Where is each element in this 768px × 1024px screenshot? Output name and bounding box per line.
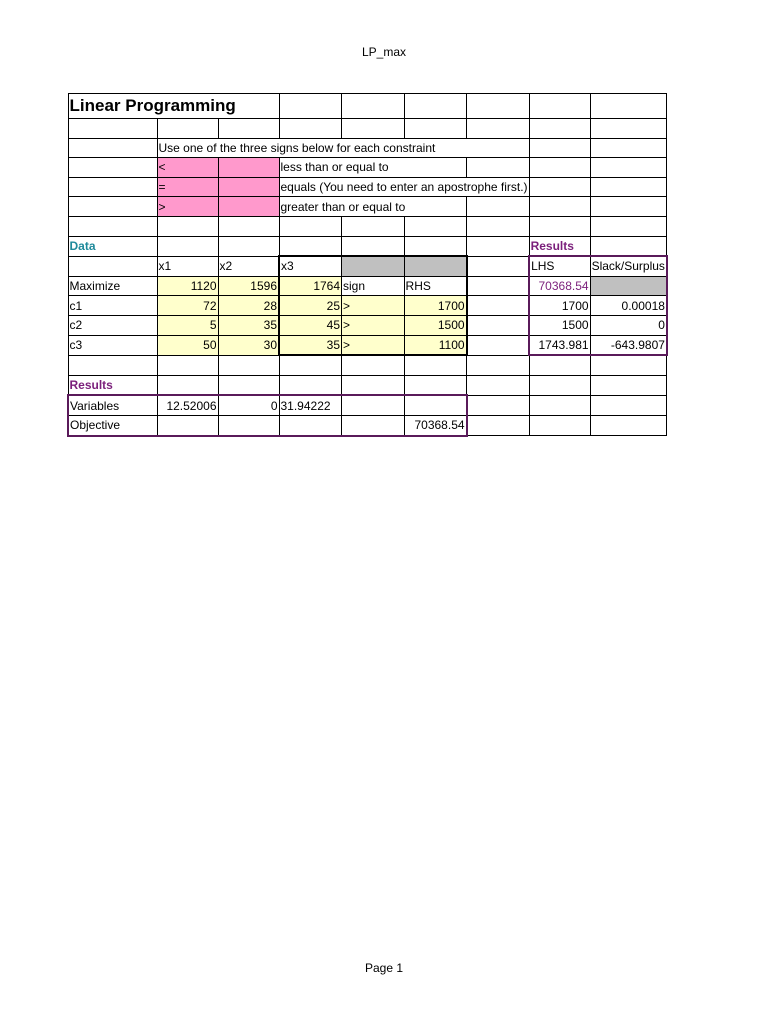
objective-row: [68, 415, 667, 435]
cell[interactable]: [590, 236, 667, 256]
cell[interactable]: [590, 355, 667, 375]
constraint-sign[interactable]: >: [342, 315, 405, 335]
sign-description-greater[interactable]: greater than or equal to: [279, 197, 467, 217]
sign-symbol-less[interactable]: <: [157, 158, 218, 178]
cell[interactable]: [467, 158, 530, 178]
cell[interactable]: [590, 375, 667, 395]
constraint-sign[interactable]: >: [342, 296, 405, 316]
cell[interactable]: [404, 256, 467, 276]
constraint-x1[interactable]: 5: [157, 315, 218, 335]
cell[interactable]: [467, 216, 530, 236]
constraint-row: [68, 296, 667, 316]
header-sign[interactable]: sign: [342, 276, 405, 296]
constraint-lhs[interactable]: 1743.981: [529, 335, 590, 355]
variables-label[interactable]: Variables: [68, 395, 157, 415]
cell[interactable]: [590, 216, 667, 236]
cell[interactable]: [529, 177, 590, 197]
cell[interactable]: [68, 158, 157, 178]
cell[interactable]: [590, 276, 667, 296]
cell[interactable]: [218, 119, 279, 139]
constraint-slack[interactable]: -643.9807: [590, 335, 667, 355]
cell[interactable]: [529, 395, 590, 415]
cell[interactable]: [342, 355, 405, 375]
row-label-maximize[interactable]: Maximize: [68, 276, 157, 296]
constraint-lhs[interactable]: 1500: [529, 315, 590, 335]
cell[interactable]: [342, 375, 405, 395]
constraint-rhs[interactable]: 1700: [404, 296, 467, 316]
cell[interactable]: [590, 177, 667, 197]
cell[interactable]: [590, 119, 667, 139]
cell[interactable]: [467, 335, 530, 355]
header-lhs[interactable]: LHS: [529, 256, 590, 276]
cell[interactable]: [342, 94, 405, 119]
cell[interactable]: [467, 256, 530, 276]
cell[interactable]: [342, 236, 405, 256]
cell[interactable]: [404, 119, 467, 139]
cell[interactable]: [404, 375, 467, 395]
cell[interactable]: [157, 236, 218, 256]
constraint-rhs[interactable]: 1500: [404, 315, 467, 335]
constraint-sign[interactable]: >: [342, 335, 405, 355]
cell[interactable]: [590, 395, 667, 415]
cell[interactable]: [467, 315, 530, 335]
cell[interactable]: [529, 119, 590, 139]
cell[interactable]: [467, 375, 530, 395]
cell[interactable]: [467, 276, 530, 296]
cell[interactable]: [68, 256, 157, 276]
constraint-label[interactable]: c3: [68, 335, 157, 355]
cell[interactable]: [218, 177, 279, 197]
cell[interactable]: [218, 158, 279, 178]
cell[interactable]: [157, 216, 218, 236]
data-section-label[interactable]: Data: [68, 236, 157, 256]
sign-row: [68, 177, 667, 197]
cell[interactable]: [218, 355, 279, 375]
cell[interactable]: [467, 236, 530, 256]
cell[interactable]: [279, 375, 342, 395]
objective-label[interactable]: Objective: [68, 415, 157, 435]
objective-value[interactable]: 70368.54: [404, 415, 467, 435]
cell[interactable]: [342, 216, 405, 236]
sheet-title[interactable]: Linear Programming: [68, 94, 279, 119]
cell[interactable]: [590, 138, 667, 158]
constraint-slack[interactable]: 0: [590, 315, 667, 335]
header-x2[interactable]: x2: [218, 256, 279, 276]
empty-row: [68, 355, 667, 375]
constraint-x2[interactable]: 30: [218, 335, 279, 355]
cell[interactable]: [404, 395, 467, 415]
coef-x1[interactable]: 1120: [157, 276, 218, 296]
cell[interactable]: [157, 415, 218, 435]
cell[interactable]: [590, 197, 667, 217]
cell[interactable]: [342, 256, 405, 276]
header-x3[interactable]: x3: [279, 256, 342, 276]
cell[interactable]: [218, 375, 279, 395]
sign-symbol-greater[interactable]: >: [157, 197, 218, 217]
cell[interactable]: [342, 415, 405, 435]
title-row: [68, 94, 667, 119]
cell[interactable]: [279, 216, 342, 236]
sign-row: [68, 158, 667, 178]
cell[interactable]: [218, 236, 279, 256]
cell[interactable]: [529, 216, 590, 236]
cell[interactable]: [404, 94, 467, 119]
header-x1[interactable]: x1: [157, 256, 218, 276]
cell[interactable]: [157, 375, 218, 395]
cell[interactable]: [279, 415, 342, 435]
cell[interactable]: [279, 94, 342, 119]
sign-symbol-equal[interactable]: =: [157, 177, 218, 197]
cell[interactable]: [68, 216, 157, 236]
cell[interactable]: [279, 119, 342, 139]
empty-row: [68, 216, 667, 236]
objective-lhs[interactable]: 70368.54: [529, 276, 590, 296]
results-label[interactable]: Results: [68, 375, 157, 395]
constraint-x2[interactable]: 35: [218, 315, 279, 335]
cell[interactable]: [218, 216, 279, 236]
cell[interactable]: [68, 197, 157, 217]
constraint-slack[interactable]: 0.00018: [590, 296, 667, 316]
sign-row: [68, 197, 667, 217]
constraint-rhs[interactable]: 1100: [404, 335, 467, 355]
constraint-x2[interactable]: 28: [218, 296, 279, 316]
instructions-row: [68, 138, 667, 158]
constraint-label[interactable]: c1: [68, 296, 157, 316]
sign-description-equal[interactable]: equals (You need to enter an apostrophe first.): [279, 177, 529, 197]
cell[interactable]: [529, 158, 590, 178]
cell[interactable]: [68, 119, 157, 139]
cell[interactable]: [68, 177, 157, 197]
cell[interactable]: [467, 197, 530, 217]
cell[interactable]: [467, 395, 530, 415]
cell[interactable]: [529, 138, 590, 158]
coef-x2[interactable]: 1596: [218, 276, 279, 296]
section-labels-row: [68, 236, 667, 256]
cell[interactable]: [342, 395, 405, 415]
spreadsheet-grid: [67, 93, 668, 437]
page-footer: Page 1: [364, 961, 404, 975]
results-label-row: [68, 375, 667, 395]
cell[interactable]: [467, 94, 530, 119]
constraint-label[interactable]: c2: [68, 315, 157, 335]
cell[interactable]: [590, 415, 667, 435]
page-header: LP_max: [361, 45, 407, 59]
constraint-x3[interactable]: 45: [279, 315, 342, 335]
objective-coefficients-row: [68, 276, 667, 296]
coef-x3[interactable]: 1764: [279, 276, 342, 296]
cell[interactable]: [529, 415, 590, 435]
result-x1[interactable]: 12.52006: [157, 395, 218, 415]
cell[interactable]: [529, 355, 590, 375]
cell[interactable]: [68, 138, 157, 158]
cell[interactable]: [404, 216, 467, 236]
constraint-row: [68, 335, 667, 355]
constraint-x3[interactable]: 25: [279, 296, 342, 316]
cell[interactable]: [590, 158, 667, 178]
cell[interactable]: [529, 197, 590, 217]
cell[interactable]: [157, 119, 218, 139]
column-header-row: [68, 256, 667, 276]
header-rhs[interactable]: RHS: [404, 276, 467, 296]
cell[interactable]: [529, 94, 590, 119]
cell[interactable]: [279, 355, 342, 375]
constraint-lhs[interactable]: 1700: [529, 296, 590, 316]
cell[interactable]: [68, 355, 157, 375]
cell[interactable]: [342, 119, 405, 139]
cell[interactable]: [467, 355, 530, 375]
cell[interactable]: [529, 375, 590, 395]
constraint-x1[interactable]: 50: [157, 335, 218, 355]
cell[interactable]: [467, 119, 530, 139]
cell[interactable]: [218, 415, 279, 435]
variables-row: [68, 395, 667, 415]
header-slack[interactable]: Slack/Surplus: [590, 256, 667, 276]
constraint-row: [68, 315, 667, 335]
empty-row: [68, 119, 667, 139]
cell[interactable]: [467, 296, 530, 316]
constraint-x1[interactable]: 72: [157, 296, 218, 316]
sign-description-less[interactable]: less than or equal to: [279, 158, 467, 178]
cell[interactable]: [404, 236, 467, 256]
result-x3[interactable]: 31.94222: [279, 395, 342, 415]
constraint-x3[interactable]: 35: [279, 335, 342, 355]
cell[interactable]: [279, 236, 342, 256]
result-x2[interactable]: 0: [218, 395, 279, 415]
cell[interactable]: [157, 355, 218, 375]
cell[interactable]: [404, 355, 467, 375]
results-section-label[interactable]: Results: [529, 236, 590, 256]
instructions-text[interactable]: Use one of the three signs below for each constraint: [157, 138, 529, 158]
cell[interactable]: [218, 197, 279, 217]
cell[interactable]: [467, 415, 530, 435]
cell[interactable]: [590, 94, 667, 119]
